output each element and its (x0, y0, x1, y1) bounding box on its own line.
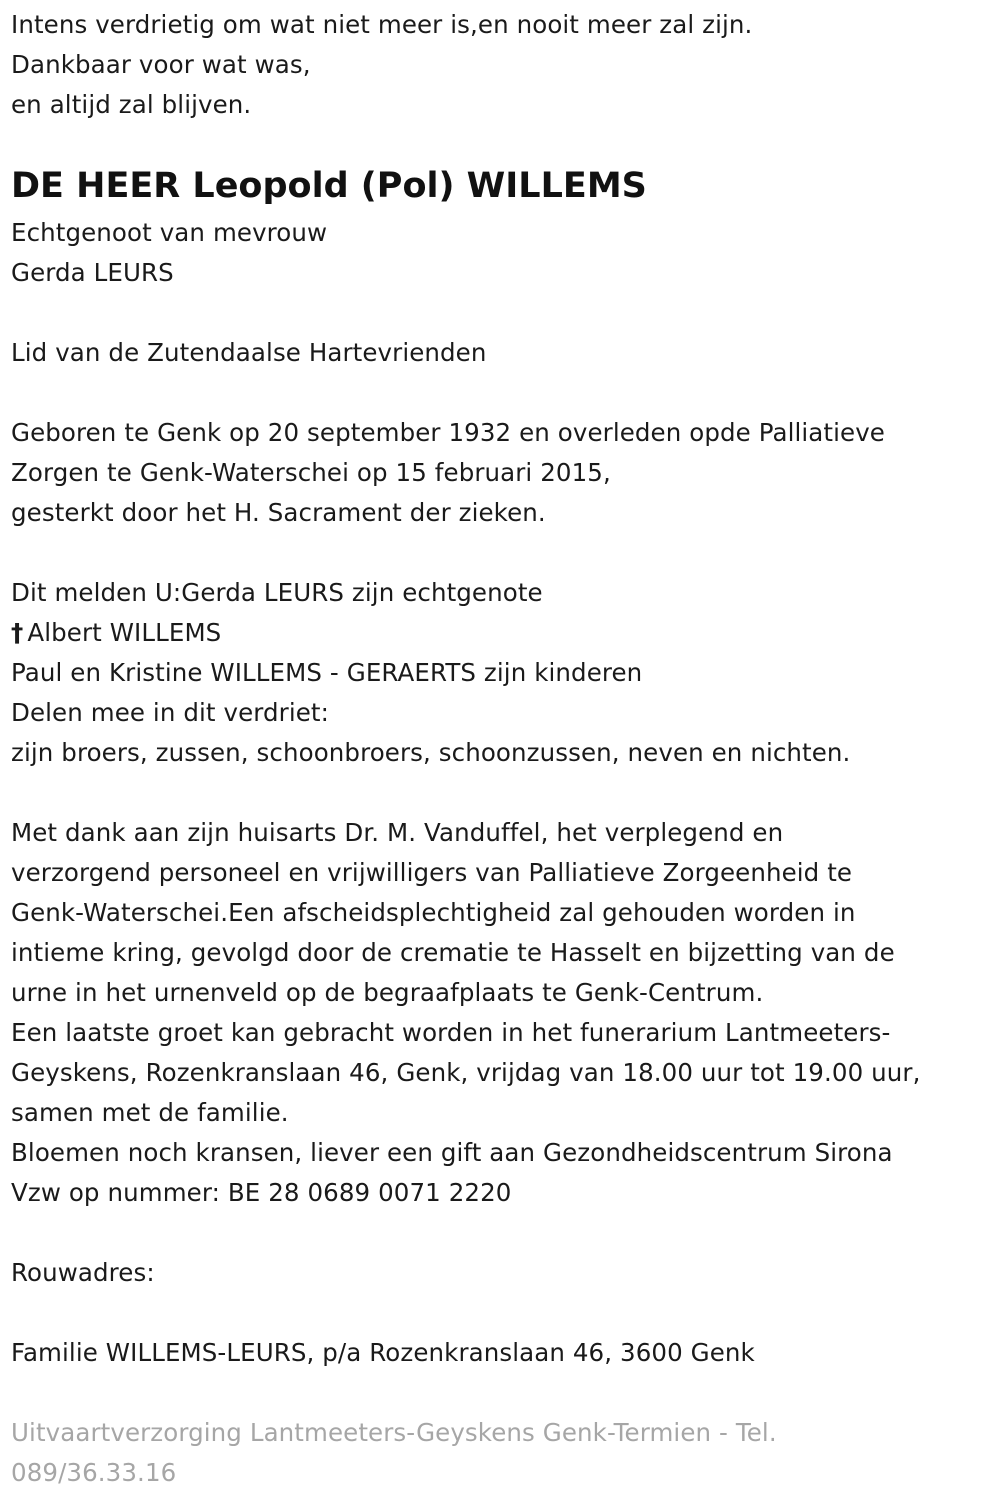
family-line-3: Paul en Kristine WILLEMS - GERAERTS zijn kinderen (11, 658, 643, 687)
family-line-2 (11, 613, 221, 653)
cross-icon: † (11, 618, 24, 647)
footer-line-2: 089/36.33.16 (11, 1458, 177, 1487)
thanks-line-9: Bloemen noch kransen, liever een gift aan Gezondheidscentrum Sirona (11, 1138, 893, 1167)
intro-line-3: en altijd zal blijven. (11, 90, 252, 119)
family-line-1: Dit melden U:Gerda LEURS zijn echtgenote (11, 578, 543, 607)
membership-line: Lid van de Zutendaalse Hartevrienden (11, 338, 487, 367)
thanks-line-7: Geyskens, Rozenkranslaan 46, Genk, vrijdag van 18.00 uur tot 19.00 uur, (11, 1058, 921, 1087)
thanks-line-5: urne in het urnenveld op de begraafplaats te Genk-Centrum. (11, 978, 764, 1007)
footer-line-1: Uitvaartverzorging Lantmeeters-Geyskens Genk-Termien - Tel. (11, 1418, 777, 1447)
deceased-name-title: DE HEER Leopold (Pol) WILLEMS (11, 166, 647, 206)
spouse-line-1: Echtgenoot van mevrouw (11, 218, 328, 247)
address-value: Familie WILLEMS-LEURS, p/a Rozenkranslaan 46, 3600 Genk (11, 1338, 755, 1367)
intro-line-1: Intens verdrietig om wat niet meer is,en nooit meer zal zijn. (11, 10, 753, 39)
family-deceased-son: Albert WILLEMS (27, 618, 222, 647)
intro-line-2: Dankbaar voor wat was, (11, 50, 311, 79)
thanks-line-1: Met dank aan zijn huisarts Dr. M. Vanduffel, het verplegend en (11, 818, 784, 847)
thanks-line-3: Genk-Waterschei.Een afscheidsplechtigheid zal gehouden worden in (11, 898, 856, 927)
family-line-5: zijn broers, zussen, schoonbroers, schoonzussen, neven en nichten. (11, 738, 851, 767)
thanks-line-4: intieme kring, gevolgd door de crematie te Hasselt en bijzetting van de (11, 938, 895, 967)
thanks-line-8: samen met de familie. (11, 1098, 289, 1127)
thanks-line-6: Een laatste groet kan gebracht worden in het funerarium Lantmeeters- (11, 1018, 891, 1047)
birth-death-line-3: gesterkt door het H. Sacrament der zieken. (11, 498, 546, 527)
spouse-line-2: Gerda LEURS (11, 258, 174, 287)
thanks-line-2: verzorgend personeel en vrijwilligers van Palliatieve Zorgeenheid te (11, 858, 853, 887)
thanks-line-10: Vzw op nummer: BE 28 0689 0071 2220 (11, 1178, 512, 1207)
birth-death-line-1: Geboren te Genk op 20 september 1932 en overleden opde Palliatieve (11, 418, 885, 447)
address-label: Rouwadres: (11, 1258, 155, 1287)
birth-death-line-2: Zorgen te Genk-Waterschei op 15 februari 2015, (11, 458, 611, 487)
family-line-4: Delen mee in dit verdriet: (11, 698, 329, 727)
